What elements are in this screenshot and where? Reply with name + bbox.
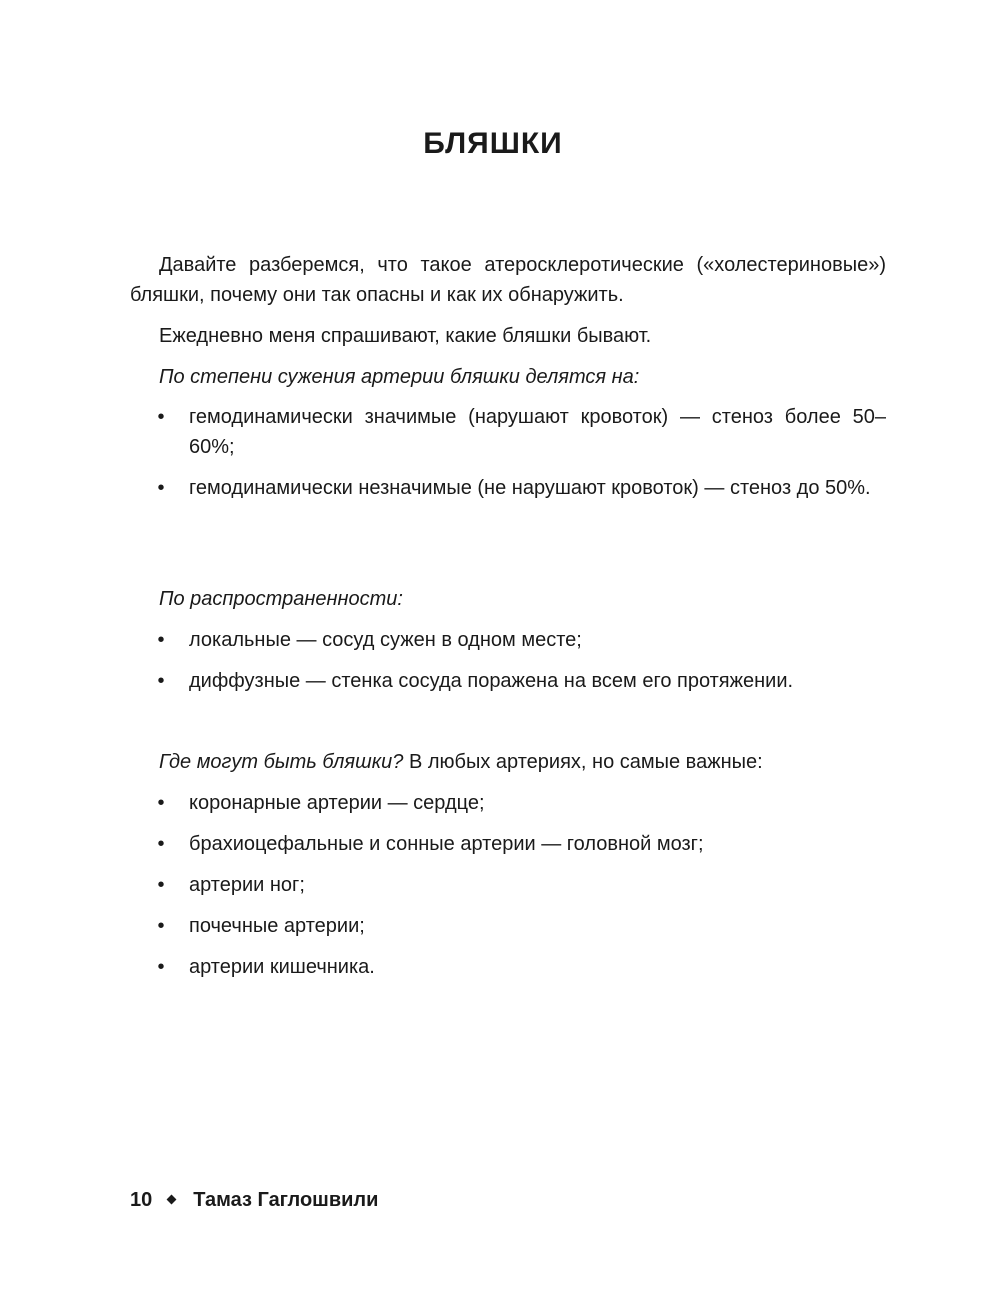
location-list [130, 788, 886, 982]
section-stenosis [130, 362, 886, 503]
bullet-icon: • [157, 670, 165, 692]
intro-paragraph-2: Ежедневно меня спрашивают, какие бляшки бывают. [159, 325, 652, 347]
list-item-text: гемодинамически значимые (нарушают кровоток) — стеноз более 50–60%; [189, 406, 886, 458]
stenosis-list [130, 402, 886, 503]
bullet-icon: • [157, 477, 165, 499]
list-item-text: локальные — сосуд сужен в одном месте; [189, 629, 582, 651]
list-item-text: почечные артерии; [189, 915, 365, 937]
list-item-text: брахиоцефальные и сонные артерии — головной мозг; [189, 833, 704, 855]
list-item-text: диффузные — стенка сосуда поражена на всем его протяжении. [189, 670, 794, 692]
bullet-icon: • [157, 629, 165, 651]
intro-paragraph-1: Давайте разберемся, что такое атеросклеротические («холестериновые») бляшки, почему они так опасны и как их обнаружить. [130, 254, 886, 306]
list-item [130, 402, 886, 462]
extent-list [130, 625, 886, 696]
section-extent [130, 584, 886, 696]
list-item-text: артерии ног; [189, 874, 305, 896]
location-lead-rest: В любых артериях, но самые важные: [403, 751, 763, 773]
list-item-text: коронарные артерии — сердце; [189, 792, 485, 814]
list-item [130, 829, 886, 859]
list-item-text: гемодинамически незначимые (не нарушают кровоток) — стеноз до 50%. [189, 477, 871, 499]
bullet-icon: • [157, 915, 165, 937]
footer-author: Тамаз Гаглошвили [193, 1189, 379, 1211]
location-lead [130, 747, 886, 777]
list-item [130, 666, 886, 696]
bullet-icon: • [157, 833, 165, 855]
location-lead-question: Где могут быть бляшки? [159, 751, 404, 773]
bullet-icon: • [157, 956, 165, 978]
extent-lead: По распространенности: [159, 588, 403, 610]
intro-block [130, 250, 886, 351]
page-title: БЛЯШКИ [423, 127, 563, 160]
list-item [130, 870, 886, 900]
page-footer [130, 1186, 378, 1214]
bullet-icon: • [157, 406, 165, 428]
bullet-icon: • [157, 792, 165, 814]
list-item [130, 952, 886, 982]
list-item-text: артерии кишечника. [189, 956, 375, 978]
list-item [130, 788, 886, 818]
stenosis-lead: По степени сужения артерии бляшки делятся на: [159, 366, 640, 388]
diamond-separator-icon [167, 1194, 177, 1204]
list-item [130, 473, 886, 503]
bullet-icon: • [157, 874, 165, 896]
page-number: 10 [130, 1189, 153, 1211]
section-location [130, 747, 886, 982]
list-item [130, 625, 886, 655]
list-item [130, 911, 886, 941]
